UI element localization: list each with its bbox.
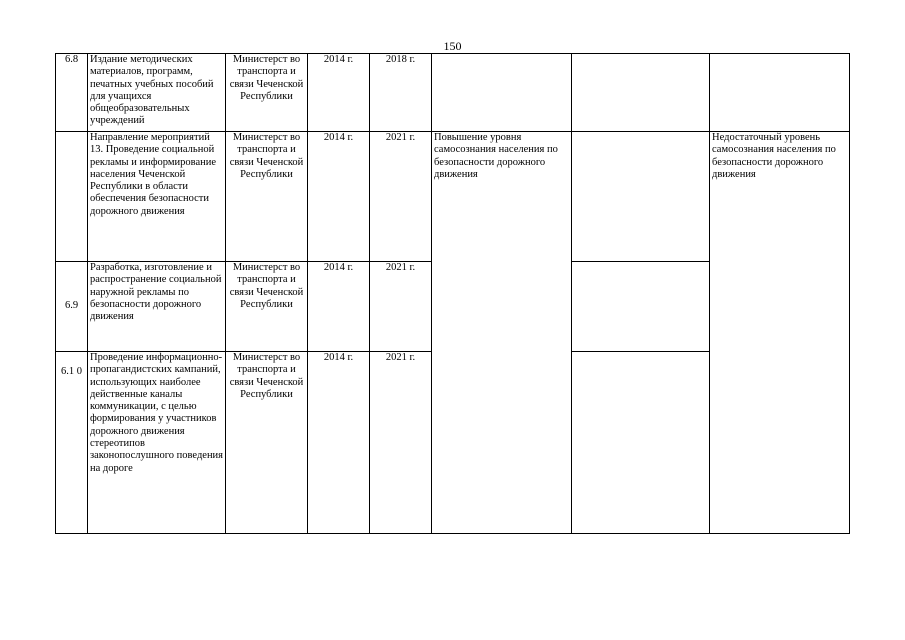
row-number: 6.9 (56, 262, 88, 352)
activity-name: Разработка, изготовление и распространение социальной наружной рекламы по безопасности дорожного движения (88, 262, 226, 352)
row-number: 6.1 0 (56, 352, 88, 534)
table-row (56, 54, 850, 132)
indicator-link (572, 352, 710, 534)
executor: Министерст во транспорта и связи Чеченской Республики (226, 352, 308, 534)
end-year: 2021 г. (370, 352, 432, 534)
table-row (56, 132, 850, 262)
row-number (56, 132, 88, 262)
non-implementation-consequence: Недостаточный уровень самосознания населения по безопасности дорожного движения (710, 132, 850, 534)
end-year: 2021 г. (370, 262, 432, 352)
executor: Министерст во транспорта и связи Чеченской Республики (226, 262, 308, 352)
expected-result: Повышение уровня самосознания населения по безопасности дорожного движения (432, 132, 572, 534)
page-number: 150 (443, 39, 462, 53)
start-year: 2014 г. (308, 262, 370, 352)
end-year: 2021 г. (370, 132, 432, 262)
start-year: 2014 г. (308, 132, 370, 262)
program-activities-table (55, 53, 850, 534)
start-year: 2014 г. (308, 352, 370, 534)
expected-result (432, 54, 572, 132)
indicator-link (572, 54, 710, 132)
activity-name: Направление мероприятий 13. Проведение социальной рекламы и информирование населения Чеченской Республики в области обеспечения безопасности дорожного движения (88, 132, 226, 262)
executor: Министерст во транспорта и связи Чеченской Республики (226, 54, 308, 132)
activity-name: Проведение информационно-пропагандистских кампаний, использующих наиболее действенные каналы коммуникации, с целью формирования у участников дорожного движения стереотипов законопослушного поведения на дороге (88, 352, 226, 534)
non-implementation-consequence (710, 54, 850, 132)
executor: Министерст во транспорта и связи Чеченской Республики (226, 132, 308, 262)
row-number: 6.8 (56, 54, 88, 132)
start-year: 2014 г. (308, 54, 370, 132)
activity-name: Издание методических материалов, программ, печатных учебных пособий для учащихся общеобразовательных учреждений (88, 54, 226, 132)
end-year: 2018 г. (370, 54, 432, 132)
indicator-link (572, 262, 710, 352)
indicator-link (572, 132, 710, 262)
